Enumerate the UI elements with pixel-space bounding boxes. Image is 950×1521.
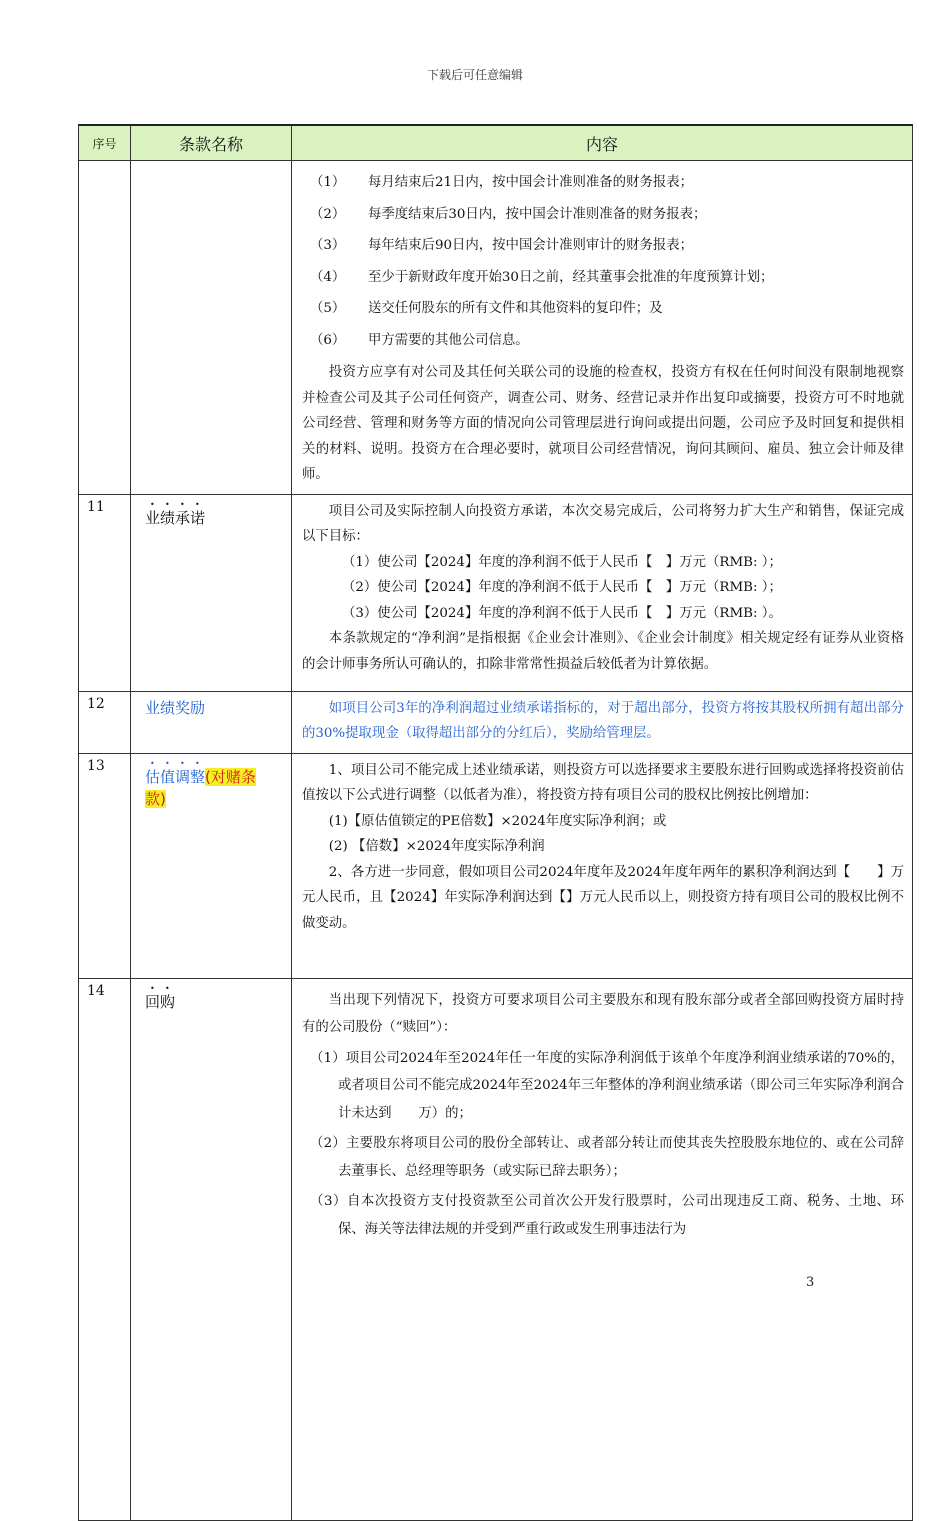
buyback-item: （1）项目公司2024年至2024年任一年度的实际净利润低于该单个年度净利润业绩承诺的70%的，或者项目公司不能完成2024年至2024年三年整体的净利润业绩承诺（即公司三年实际净利润合计未达到 万）的； [310, 1050, 904, 1121]
row-content-11 [292, 494, 913, 691]
row-content-13 [292, 753, 913, 978]
table-row-12 [79, 691, 913, 753]
buyback-item: （2）主要股东将项目公司的股份全部转让、或者部分转让而使其丧失控股股东地位的、或在公司辞去董事长、总经理等职务（或实际已辞去职务）； [310, 1136, 904, 1179]
row-no: 14 [79, 978, 131, 1520]
terms-table [78, 124, 913, 1521]
page-header: 下载后可任意编辑 [426, 68, 523, 82]
row-no-empty [79, 161, 131, 495]
commitment-intro: 项目公司及实际控制人向投资方承诺，本次交易完成后，公司将努力扩大生产和销售，保证完成以下目标： [302, 503, 904, 544]
row-no: 12 [79, 691, 131, 753]
header-no: 序号 [79, 125, 131, 161]
formula-1: (1)【原估值锁定的PE倍数】×2024年度实际净利润；或 [328, 813, 667, 829]
row-content-continuation [292, 161, 913, 495]
list-item: （6） 甲方需要的其他公司信息。 [310, 332, 529, 348]
row-no: 13 [79, 753, 131, 978]
header-content: 内容 [292, 125, 913, 161]
clause-name-performance-reward: 业绩奖励 [131, 691, 292, 753]
list-item: （1） 每月结束后21日内，按中国会计准则准备的财务报表； [310, 175, 694, 190]
commitment-item: （2）使公司【2024】年度的净利润不低于人民币【 】万元（RMB: ）； [342, 580, 782, 595]
header-name: 条款名称 [131, 125, 292, 161]
adjustment-p1: 1、项目公司不能完成上述业绩承诺，则投资方可以选择要求主要股东进行回购或选择将投资前估值按以下公式进行调整（以低者为准），将投资方持有项目公司的股权比例按比例增加： [302, 762, 904, 803]
page-number: 3 [806, 1275, 815, 1290]
buyback-intro: 当出现下列情况下，投资方可要求项目公司主要股东和现有股东部分或者全部回购投资方届时持有的公司股份（“赎回”）： [302, 992, 904, 1035]
row-content-14 [292, 978, 913, 1520]
list-item: （3） 每年结束后90日内，按中国会计准则审计的财务报表； [310, 238, 694, 253]
table-row-13 [79, 753, 913, 978]
row-name-empty [131, 161, 292, 495]
row-content-12 [292, 691, 913, 753]
table-row-continuation [79, 161, 913, 495]
clause-name-performance-commitment: 业绩承诺 [131, 494, 292, 691]
reward-paragraph: 如项目公司3年的净利润超过业绩承诺指标的，对于超出部分，投资方将按其股权所拥有超出部分的30%提取现金（取得超出部分的分红后），奖励给管理层。 [302, 700, 904, 741]
commitment-item: （3）使公司【2024】年度的净利润不低于人民币【 】万元（RMB: ）。 [342, 605, 782, 621]
table-row-11 [79, 494, 913, 691]
list-item: （4） 至少于新财政年度开始30日之前，经其董事会批准的年度预算计划； [310, 269, 774, 285]
net-profit-note: 本条款规定的“净利润”是指根据《企业会计准则》、《企业会计制度》相关规定经有证券从业资格的会计师事务所认可确认的，扣除非常常性损益后较低者为计算依据。 [302, 631, 904, 672]
row-no: 11 [79, 494, 131, 691]
inspection-paragraph: 投资方应享有对公司及其任何关联公司的设施的检查权，投资方有权在任何时间没有限制地视察并检查公司及其子公司任何资产，调查公司、财务、经营记录并作出复印或摘要，投资方可不时地就公司经营、管理和财务等方面的情况向公司管理层进行询问或提出问题，公司应予及时回复和提供相关的材料、说明。投资方在合理必要时，就项目公司经营情况，询问其顾问、雇员、独立会计师及律师。 [302, 365, 904, 482]
table-row-14 [79, 978, 913, 1520]
clause-name-valuation-adjustment: 估值调整(对赌条 款) [131, 753, 292, 978]
buyback-item: （3）自本次投资方支付投资款至公司首次公开发行股票时，公司出现违反工商、税务、土地、环保、海关等法律法规的并受到严重行政或发生刑事违法行为 [310, 1194, 904, 1237]
list-item: （5） 送交任何股东的所有文件和其他资料的复印件；及 [310, 301, 663, 316]
formula-2: (2) 【倍数】×2024年度实际净利润 [328, 839, 545, 854]
clause-name-buyback: 回购 [131, 978, 292, 1520]
commitment-item: （1）使公司【2024】年度的净利润不低于人民币【 】万元（RMB: ）； [342, 554, 782, 570]
list-item: （2） 每季度结束后30日内，按中国会计准则准备的财务报表； [310, 206, 707, 222]
table-header-row [79, 125, 913, 161]
adjustment-p2: 2、各方进一步同意，假如项目公司2024年度年及2024年度年两年的累积净利润达到【 】万元人民币，且【2024】年实际净利润达到【】万元人民币以上，则投资方持有项目公司的股权比例不做变动。 [302, 864, 904, 931]
